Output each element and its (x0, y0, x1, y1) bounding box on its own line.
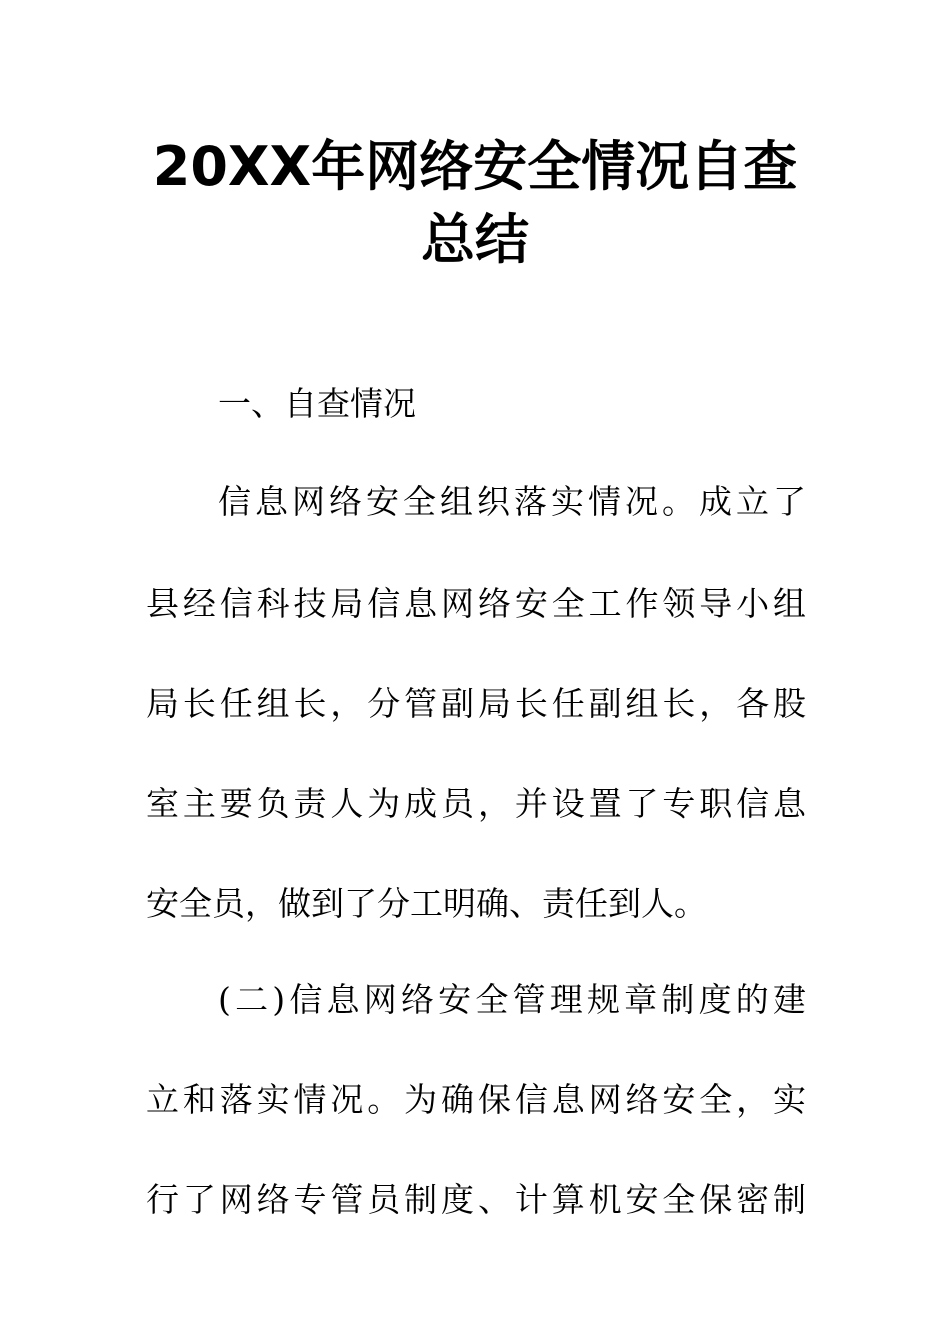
paragraph-line: 行了网络专管员制度、计算机安全保密制 (146, 1180, 806, 1219)
paragraph-line: 县经信科技局信息网络安全工作领导小组 (146, 584, 806, 623)
paragraph-line: 室主要负责人为成员，并设置了专职信息 (146, 784, 806, 823)
section-heading-self-check: 一、自查情况 (218, 384, 416, 423)
paragraph-line: 局长任组长，分管副局长任副组长，各股 (146, 684, 806, 723)
paragraph-line: 立和落实情况。为确保信息网络安全，实 (146, 1080, 806, 1119)
paragraph-line: (二)信息网络安全管理规章制度的建 (218, 980, 806, 1019)
document-title-line-2: 总结 (421, 208, 529, 271)
paragraph-line: 信息网络安全组织落实情况。成立了 (218, 482, 806, 521)
paragraph-line: 安全员，做到了分工明确、责任到人。 (146, 884, 707, 923)
document-title-line-1: 20XX年网络安全情况自查 (152, 135, 798, 198)
